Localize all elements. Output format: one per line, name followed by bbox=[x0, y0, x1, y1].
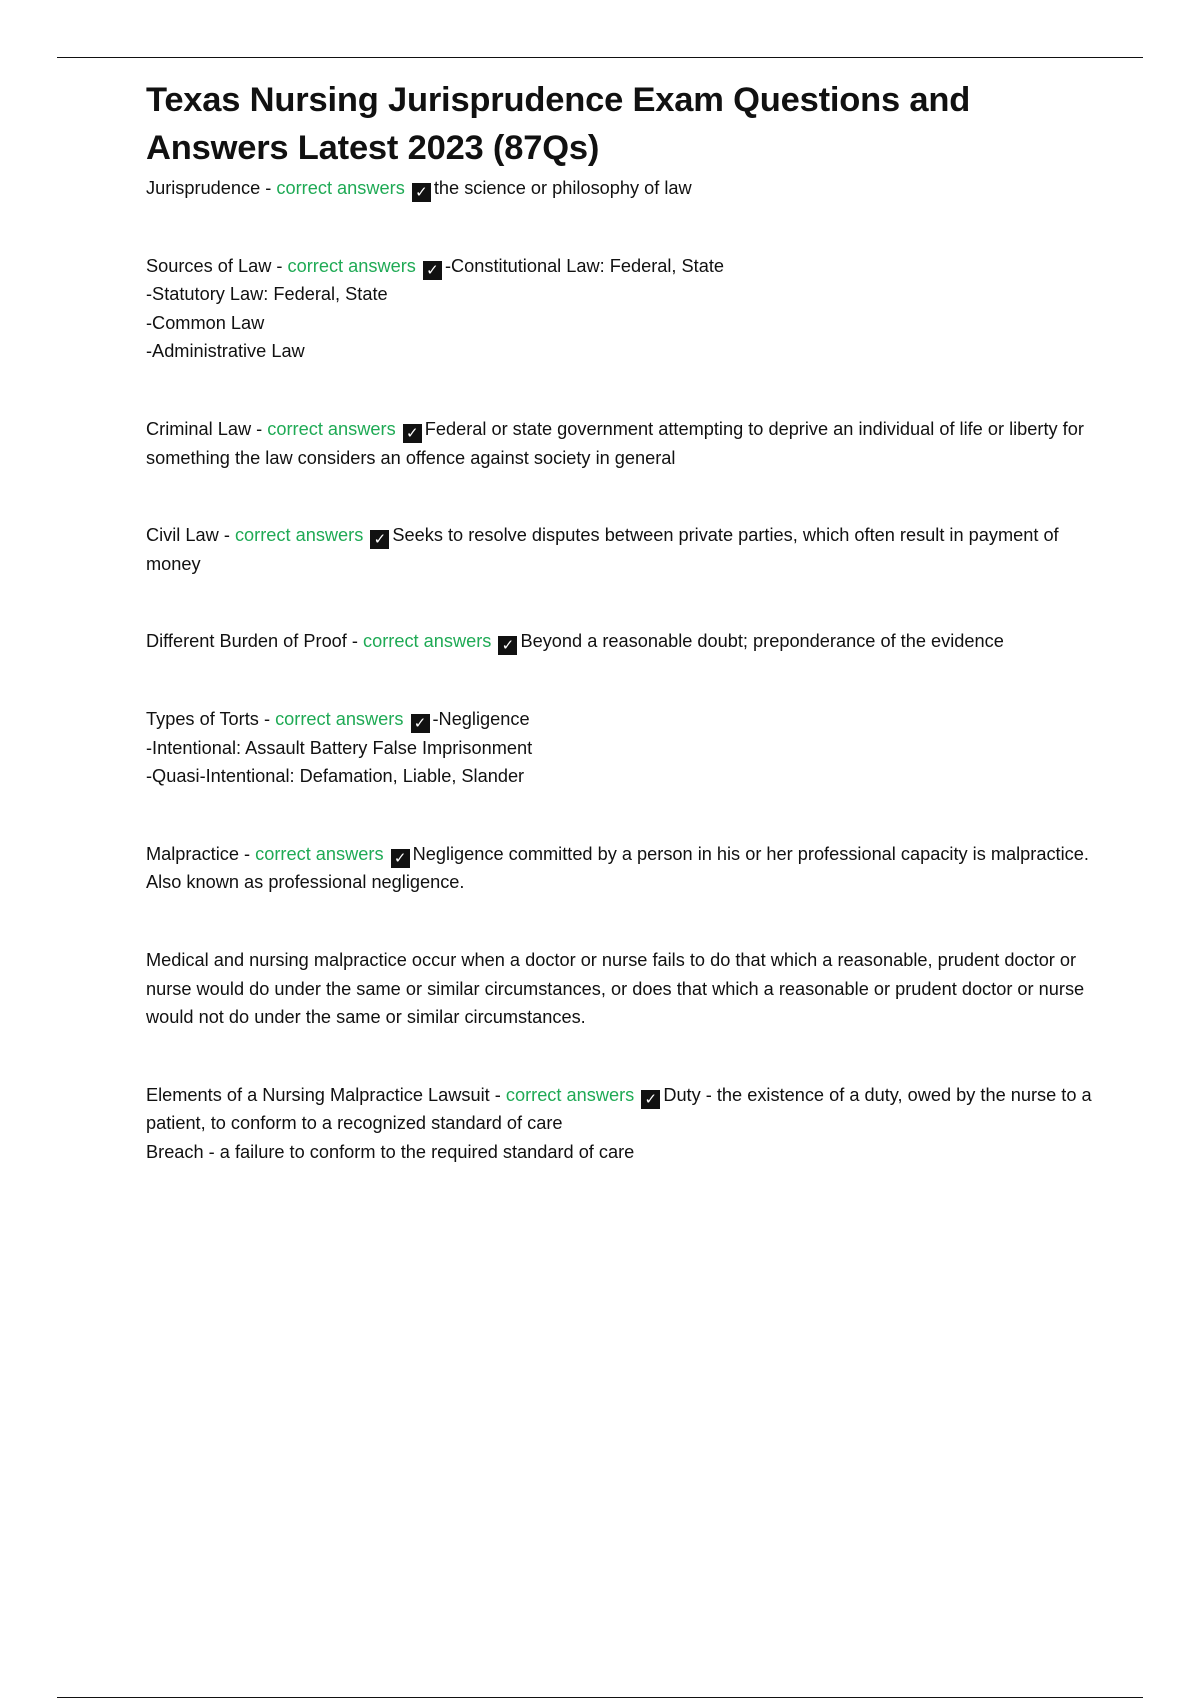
document-body bbox=[146, 76, 1096, 1166]
correct-answers-label: correct answers bbox=[505, 1084, 635, 1105]
check-icon: ✓ bbox=[411, 714, 430, 733]
correct-answers-label: correct answers bbox=[275, 708, 404, 729]
qa-answer: -Negligence bbox=[432, 708, 530, 729]
check-icon: ✓ bbox=[498, 636, 517, 655]
check-icon: ✓ bbox=[412, 183, 431, 202]
qa-term: Criminal Law bbox=[146, 418, 252, 439]
qa-item: Types of Torts - correct answers ✓ -Negligence -Intentional: Assault Battery False Imprisonment -Quasi-Intentional: Defamation, Liable, Slander bbox=[146, 705, 1096, 791]
correct-answers-label: correct answers bbox=[287, 255, 416, 276]
qa-answer: Seeks to resolve disputes between private parties, which often result in payment of money bbox=[146, 525, 1059, 574]
qa-item: Elements of a Nursing Malpractice Lawsuit - correct answers ✓ Duty - the existence of a duty, owed by the nurse to a patient, to conform to a recognized standard of care Breach - a failure to conform to the required standard of care bbox=[146, 1081, 1096, 1167]
qa-answer-line: Breach - a failure to conform to the required standard of care bbox=[146, 1141, 635, 1162]
qa-answer: Beyond a reasonable doubt; preponderance of the evidence bbox=[520, 631, 1004, 652]
check-icon: ✓ bbox=[370, 530, 389, 549]
qa-term: Malpractice bbox=[146, 843, 239, 864]
check-icon: ✓ bbox=[391, 849, 410, 868]
qa-answer: Federal or state government attempting to deprive an individual of life or liberty for something the law considers an offence against society in general bbox=[146, 418, 1084, 468]
qa-item: Civil Law - correct answers ✓ Seeks to resolve disputes between private parties, which often result in payment of money bbox=[146, 525, 1059, 574]
qa-answer-line: -Common Law bbox=[146, 312, 265, 333]
page-title: Texas Nursing Jurisprudence Exam Questions and Answers Latest 2023 (87Qs) bbox=[146, 81, 971, 167]
qa-answer-line: -Quasi-Intentional: Defamation, Liable, Slander bbox=[146, 766, 525, 787]
qa-answer: -Constitutional Law: Federal, State bbox=[444, 255, 724, 276]
correct-answers-label: correct answers bbox=[276, 178, 405, 198]
bottom-rule bbox=[57, 1697, 1143, 1698]
check-icon: ✓ bbox=[423, 261, 442, 280]
qa-answer: Negligence committed by a person in his or her professional capacity is malpractice. Also known as professional negligence. bbox=[146, 843, 1089, 893]
qa-item: Malpractice - correct answers ✓ Negligence committed by a person in his or her professional capacity is malpractice. Also known as professional negligence. bbox=[146, 843, 1089, 893]
qa-term: Civil Law bbox=[146, 525, 219, 546]
qa-term: Types of Torts bbox=[146, 708, 259, 729]
correct-answers-label: correct answers bbox=[267, 418, 396, 439]
qa-answer-line: -Administrative Law bbox=[146, 341, 305, 362]
qa-item: Sources of Law - correct answers ✓ -Constitutional Law: Federal, State -Statutory Law: Federal, State -Common Law -Administrative Law bbox=[146, 252, 1096, 366]
top-rule bbox=[57, 57, 1143, 58]
check-icon: ✓ bbox=[403, 424, 422, 443]
qa-term: Sources of Law bbox=[146, 255, 272, 276]
qa-item: Criminal Law - correct answers ✓ Federal or state government attempting to deprive an individual of life or liberty for something the law considers an offence against society in general bbox=[146, 418, 1084, 468]
check-icon: ✓ bbox=[641, 1090, 660, 1109]
qa-answer-line: -Statutory Law: Federal, State bbox=[146, 284, 388, 305]
paragraph bbox=[146, 946, 1096, 1032]
correct-answers-label: correct answers bbox=[255, 843, 384, 864]
correct-answers-label: correct answers bbox=[234, 525, 364, 546]
paragraph-text: Medical and nursing malpractice occur when a doctor or nurse fails to do that which a reasonable, prudent doctor or nurse would do under the same or similar circumstances, or does that which a reasonable or prudent doctor or nurse would not do under the same or similar circumstances. bbox=[146, 949, 1085, 1028]
qa-item: Jurisprudence - correct answers ✓ the science or philosophy of law bbox=[146, 178, 692, 201]
qa-answer-line: -Intentional: Assault Battery False Imprisonment bbox=[146, 737, 533, 758]
qa-answer: Duty - the existence of a duty, owed by the nurse to a patient, to conform to a recognized standard of care bbox=[146, 1084, 1092, 1134]
qa-term: Different Burden of Proof bbox=[146, 631, 347, 652]
qa-answer: the science or philosophy of law bbox=[433, 178, 692, 198]
qa-term: Jurisprudence bbox=[146, 178, 261, 198]
correct-answers-label: correct answers bbox=[363, 631, 492, 652]
qa-item: Different Burden of Proof - correct answers ✓ Beyond a reasonable doubt; preponderance of the evidence bbox=[146, 631, 1004, 655]
qa-term: Elements of a Nursing Malpractice Lawsuit bbox=[146, 1084, 490, 1105]
